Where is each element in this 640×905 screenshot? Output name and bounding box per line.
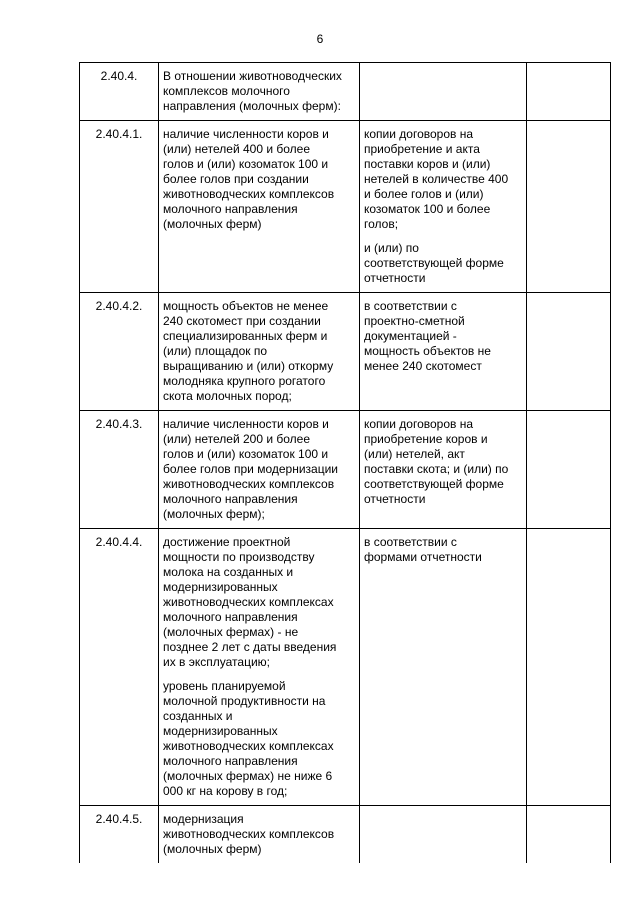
criterion-paragraph: уровень планируемой молочной продуктивности на созданных и модернизированных животноводческих комплексах молочного направления (молочных фермах) не ниже 6 000 кг на корову в год; <box>163 679 334 798</box>
confirmation-paragraph: копии договоров на приобретение и акта поставки коров и (или) нетелей в количестве 400 и более голов и (или) козоматок 100 и более голов; <box>364 127 509 231</box>
item-number: 2.40.4.5. <box>80 806 159 864</box>
table-row <box>80 121 611 293</box>
confirmation-cell <box>360 63 527 121</box>
table-row <box>80 293 611 411</box>
empty-cell <box>527 529 611 806</box>
table-row <box>80 411 611 529</box>
criterion-paragraph: модернизация животноводческих комплексов (молочных ферм) <box>163 812 335 856</box>
item-number: 2.40.4.4. <box>80 529 159 806</box>
item-number: 2.40.4.3. <box>80 411 159 529</box>
empty-cell <box>527 63 611 121</box>
confirmation-cell <box>360 806 527 864</box>
table-row <box>80 806 611 864</box>
confirmation-cell <box>360 293 527 411</box>
empty-cell <box>527 293 611 411</box>
empty-cell <box>527 121 611 293</box>
criterion-cell <box>159 806 360 864</box>
criterion-paragraph: достижение проектной мощности по производству молока на созданных и модернизированных животноводческих комплексах молочного направления (молочных фермах) - не позднее 2 лет с даты введения их в эксплуатацию; <box>163 535 337 669</box>
criterion-paragraph: наличие численности коров и (или) нетелей 200 и более голов и (или) козоматок 100 и более голов при модернизации животноводческих комплексов молочного направления (молочных ферм); <box>163 417 339 521</box>
confirmation-cell <box>360 121 527 293</box>
table-row <box>80 529 611 806</box>
confirmation-cell <box>360 529 527 806</box>
confirmation-cell <box>360 411 527 529</box>
page-number: 6 <box>316 32 324 46</box>
criterion-cell <box>159 411 360 529</box>
empty-cell <box>527 411 611 529</box>
criterion-cell <box>159 121 360 293</box>
criterion-paragraph: наличие численности коров и (или) нетелей 400 и более голов и (или) козоматок 100 и более голов при создании животноводческих комплексов молочного направления (молочных ферм) <box>163 127 335 231</box>
empty-cell <box>527 806 611 864</box>
confirmation-paragraph: копии договоров на приобретение коров и (или) нетелей, акт поставки скота; и (или) по соответствующей форме отчетности <box>364 417 509 506</box>
confirmation-paragraph: в соответствии с проектно-сметной документацией - мощность объектов не менее 240 скотомест <box>364 299 491 373</box>
criterion-paragraph: В отношении животноводческих комплексов молочного направления (молочных ферм): <box>163 69 342 113</box>
criterion-cell <box>159 293 360 411</box>
confirmation-paragraph: и (или) по соответствующей форме отчетности <box>364 241 504 285</box>
table-row <box>80 63 611 121</box>
item-number: 2.40.4.1. <box>80 121 159 293</box>
criterion-paragraph: мощность объектов не менее 240 скотомест при создании специализированных ферм и (или) площадок по выращиванию и (или) откорму молодняка крупного рогатого скота молочных пород; <box>163 299 334 403</box>
criterion-cell <box>159 529 360 806</box>
criteria-table <box>79 62 611 863</box>
item-number: 2.40.4. <box>80 63 159 121</box>
confirmation-paragraph: в соответствии с формами отчетности <box>364 535 482 564</box>
item-number: 2.40.4.2. <box>80 293 159 411</box>
criterion-cell <box>159 63 360 121</box>
